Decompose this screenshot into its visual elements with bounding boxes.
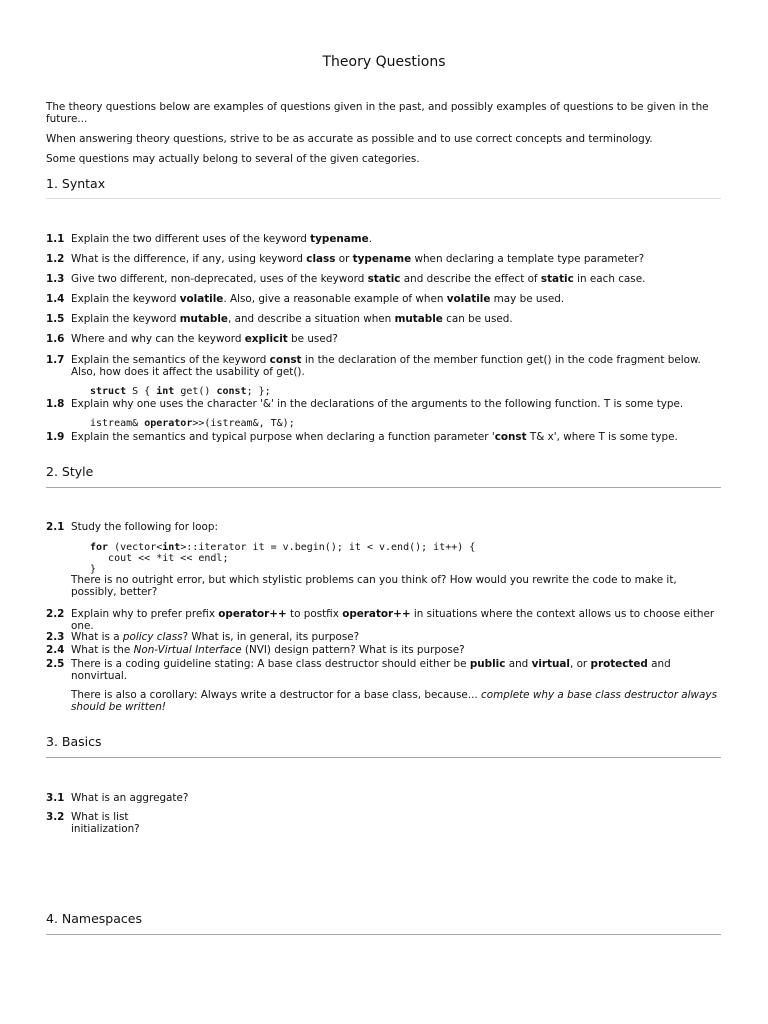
code-snippet-struct: struct S { int get() const; }; (90, 386, 271, 397)
question-3-2: 3.2 What is list initialization? (46, 811, 140, 835)
question-1-4: 1.4 Explain the keyword volatile. Also, give a reasonable example of when volatile may be used. (46, 293, 565, 305)
section-divider (46, 934, 721, 935)
question-2-4: 2.4 What is the Non-Virtual Interface (NVI) design pattern? What is its purpose? (46, 644, 465, 656)
section-divider (46, 198, 721, 199)
question-1-9: 1.9 Explain the semantics and typical purpose when declaring a function parameter 'const T& x', where T is some type. (46, 431, 678, 443)
code-snippet-for-loop-line-3: } (90, 564, 97, 575)
section-heading-basics: 3. Basics (46, 734, 102, 749)
code-snippet-for-loop-line-2: cout << *it << endl; (90, 553, 229, 564)
section-heading-style: 2. Style (46, 464, 94, 479)
question-1-6: 1.6 Where and why can the keyword explicit be used? (46, 333, 338, 345)
question-1-2: 1.2 What is the difference, if any, using keyword class or typename when declaring a template type parameter? (46, 253, 645, 265)
question-2-2: 2.2 Explain why to prefer prefix operator++ to postfix operator++ in situations where the context allows us to choose either one. (46, 608, 715, 632)
section-divider (46, 757, 721, 758)
intro-paragraph-3: Some questions may actually belong to several of the given categories. (46, 153, 420, 165)
question-2-1: 2.1 Study the following for loop: (46, 521, 218, 533)
question-1-3: 1.3 Give two different, non-deprecated, uses of the keyword static and describe the effect of static in each case. (46, 273, 646, 285)
question-1-1: 1.1 Explain the two different uses of the keyword typename. (46, 233, 372, 245)
question-1-5: 1.5 Explain the keyword mutable, and describe a situation when mutable can be used. (46, 313, 513, 325)
question-1-8: 1.8 Explain why one uses the character '&' in the declarations of the arguments to the following function. T is some type. (46, 398, 684, 410)
section-divider (46, 487, 721, 488)
question-2-3: 2.3 What is a policy class? What is, in general, its purpose? (46, 631, 360, 643)
section-heading-namespaces: 4. Namespaces (46, 911, 142, 926)
intro-paragraph-2: When answering theory questions, strive to be as accurate as possible and to use correct concepts and terminology. (46, 133, 653, 145)
question-1-7: 1.7 Explain the semantics of the keyword const in the declaration of the member function get() in the code fragment below. Also, how does it affect the usability of get(). (46, 354, 701, 378)
page-title: Theory Questions (322, 54, 446, 70)
question-3-1: 3.1 What is an aggregate? (46, 792, 189, 804)
section-heading-syntax: 1. Syntax (46, 176, 106, 191)
code-snippet-operator: istream& operator>>(istream&, T&); (90, 418, 295, 429)
question-2-5: 2.5 There is a coding guideline stating: A base class destructor should either be public and virtual, or protected and nonvirtual. (46, 658, 671, 682)
question-2-5-corollary: There is also a corollary: Always write a destructor for a base class, because... complete why a base class destructor always should be written! (71, 689, 717, 713)
code-snippet-for-loop-line-1: for (vector<int>::iterator it = v.begin(); it < v.end(); it++) { (90, 542, 476, 553)
question-2-1-followup: There is no outright error, but which stylistic problems can you think of? How would you rewrite the code to make it, possibly, better? (71, 574, 677, 598)
intro-paragraph-1: The theory questions below are examples of questions given in the past, and possibly examples of questions to be given in the future... (46, 101, 709, 125)
